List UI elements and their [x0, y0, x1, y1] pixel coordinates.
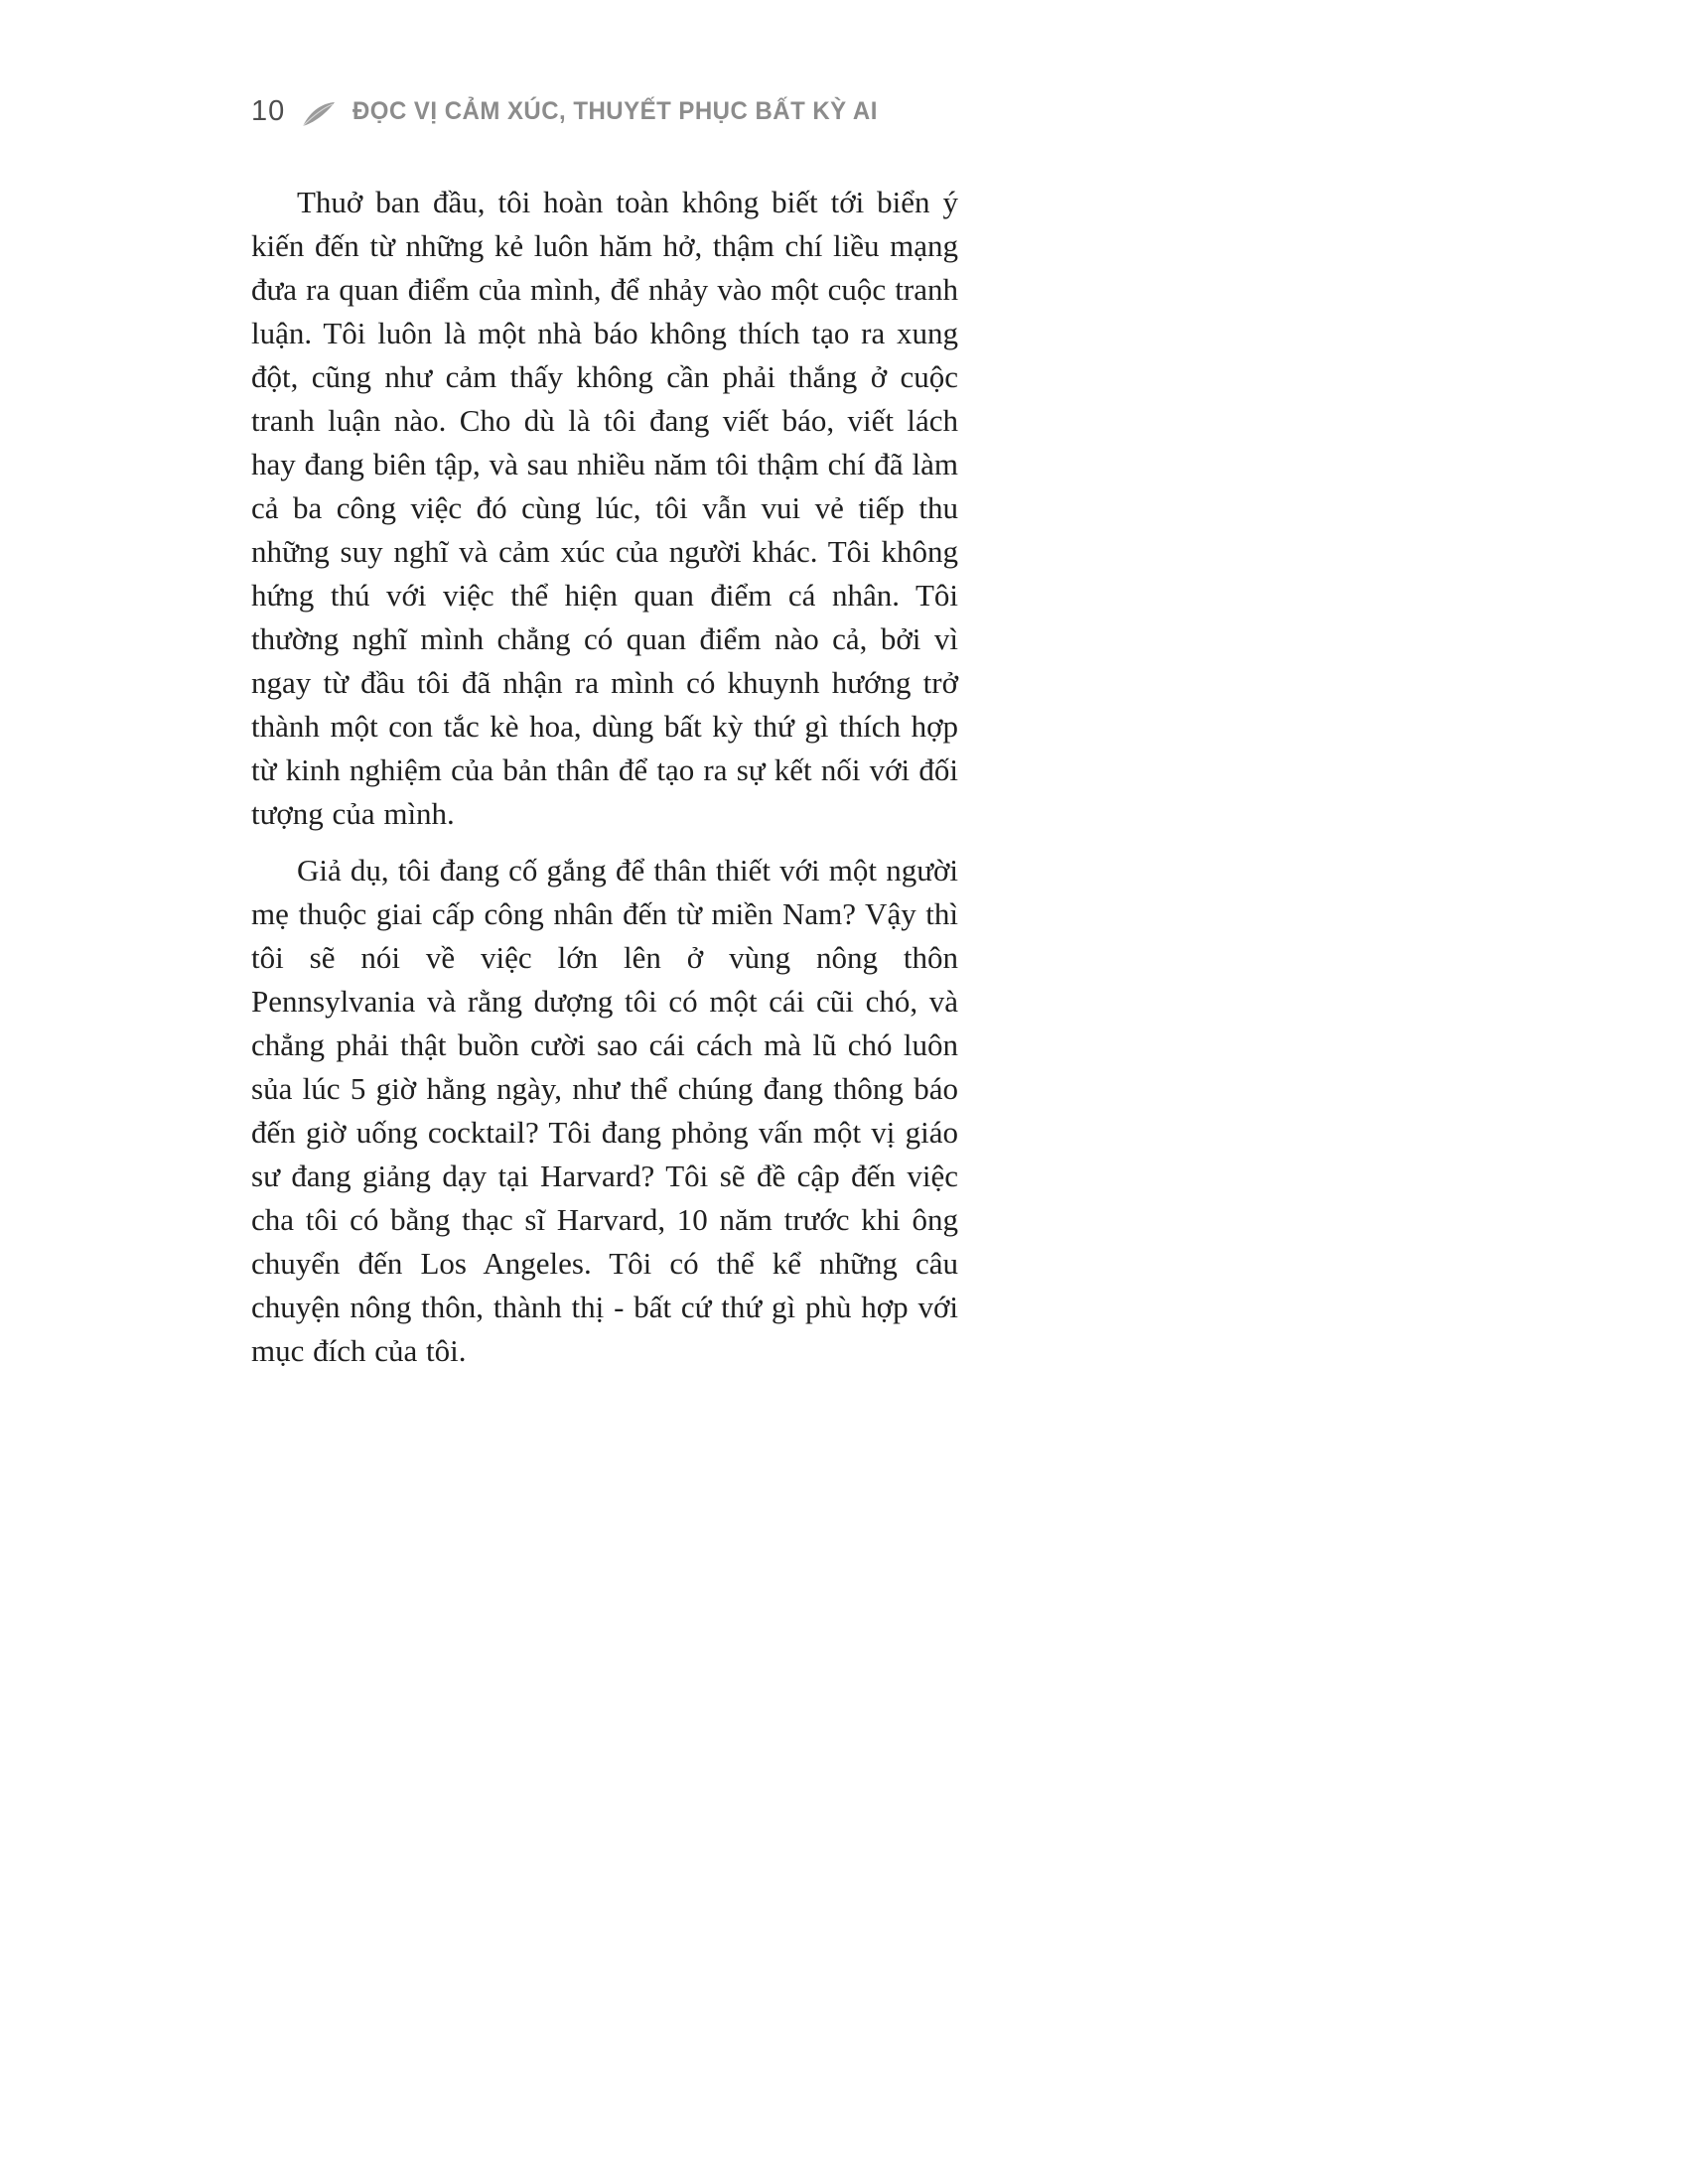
page-header: [251, 95, 1006, 128]
paragraph-1: Thuở ban đầu, tôi hoàn toàn không biết tới biển ý kiến đến từ những kẻ luôn hăm hở, thậm chí liều mạng đưa ra quan điểm của mình, để nhảy vào một cuộc tranh luận. Tôi luôn là một nhà báo không thích tạo ra xung đột, cũng như cảm thấy không cần phải thắng ở cuộc tranh luận nào. Cho dù là tôi đang viết báo, viết lách hay đang biên tập, và sau nhiều năm tôi thậm chí đã làm cả ba công việc đó cùng lúc, tôi vẫn vui vẻ tiếp thu những suy nghĩ và cảm xúc của người khác. Tôi không hứng thú với việc thể hiện quan điểm cá nhân. Tôi thường nghĩ mình chẳng có quan điểm nào cả, bởi vì ngay từ đầu tôi đã nhận ra mình có khuynh hướng trở thành một con tắc kè hoa, dùng bất kỳ thứ gì thích hợp từ kinh nghiệm của bản thân để tạo ra sự kết nối với đối tượng của mình.: [251, 185, 958, 831]
body-text-block: [251, 181, 958, 1386]
quill-icon: [301, 101, 337, 127]
paragraph-2: Giả dụ, tôi đang cố gắng để thân thiết với một người mẹ thuộc giai cấp công nhân đến từ miền Nam? Vậy thì tôi sẽ nói về việc lớn lên ở vùng nông thôn Pennsylvania và rằng dượng tôi có một cái cũi chó, và chẳng phải thật buồn cười sao cái cách mà lũ chó luôn sủa lúc 5 giờ hằng ngày, như thể chúng đang thông báo đến giờ uống cocktail? Tôi đang phỏng vấn một vị giáo sư đang giảng dạy tại Harvard? Tôi sẽ đề cập đến việc cha tôi có bằng thạc sĩ Harvard, 10 năm trước khi ông chuyển đến Los Angeles. Tôi có thể kể những câu chuyện nông thôn, thành thị - bất cứ thứ gì phù hợp với mục đích của tôi.: [251, 853, 958, 1368]
page-number: 10: [251, 95, 286, 127]
running-title: ĐỌC VỊ CẢM XÚC, THUYẾT PHỤC BẤT KỲ AI: [352, 97, 879, 125]
